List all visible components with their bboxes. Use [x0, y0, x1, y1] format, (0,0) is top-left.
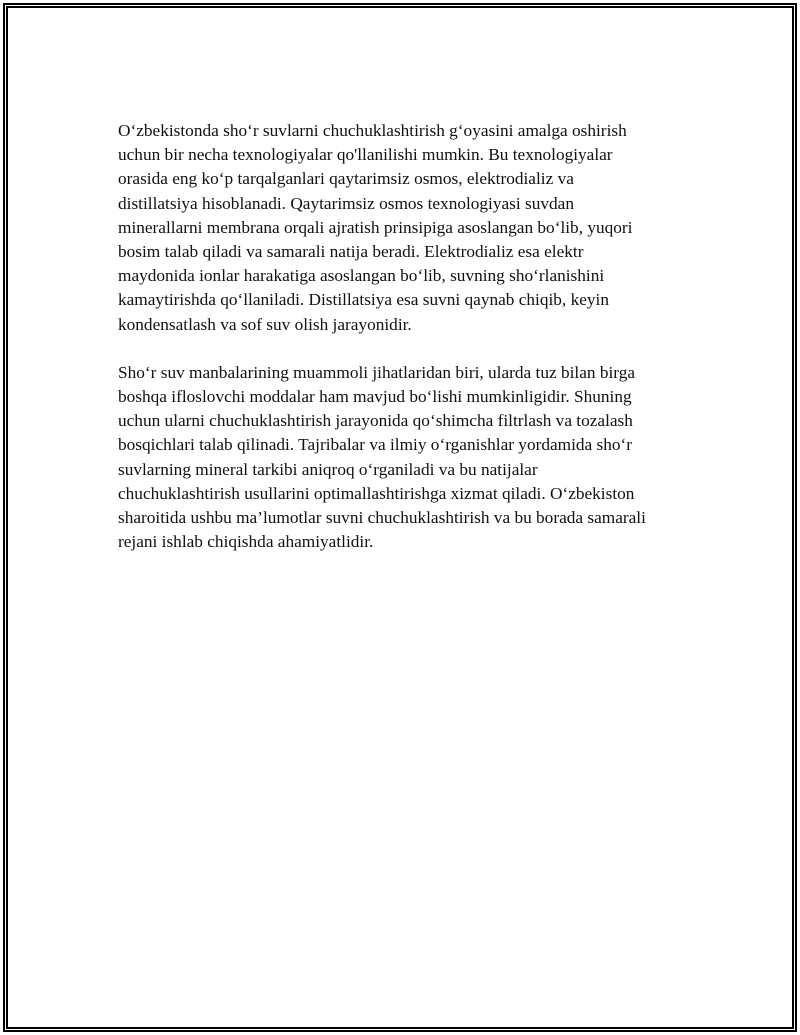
- text-line: bosim talab qiladi va samarali natija beradi. Elektrodializ esa elektr: [118, 242, 584, 262]
- text-line: distillatsiya hisoblanadi. Qaytarimsiz osmos texnologiyasi suvdan: [118, 193, 574, 213]
- text-line: boshqa ifloslovchi moddalar ham mavjud bo‘lishi mumkinligidir. Shuning: [118, 387, 632, 407]
- text-line: O‘zbekistonda sho‘r suvlarni chuchuklashtirish g‘oyasini amalga oshirish: [118, 121, 627, 140]
- text-line: maydonida ionlar harakatiga asoslangan bo‘lib, suvning sho‘rlanishini: [118, 266, 605, 286]
- text-line: Sho‘r suv manbalarining muammoli jihatlaridan biri, ularda tuz bilan birga: [118, 362, 636, 382]
- text-line: suvlarning mineral tarkibi aniqroq o‘rganiladi va bu natijalar: [118, 459, 538, 479]
- text-line: bosqichlari talab qilinadi. Tajribalar va ilmiy o‘rganishlar yordamida sho‘r: [118, 435, 633, 455]
- text-line: kondensatlash va sof suv olish jarayonidir.: [118, 314, 412, 334]
- text-line: sharoitida ushbu ma’lumotlar suvni chuchuklashtirish va bu borada samarali: [118, 508, 646, 528]
- text-line: orasida eng ko‘p tarqalganlari qaytarimsiz osmos, elektrodializ va: [118, 169, 574, 189]
- paragraph-2: [118, 361, 698, 555]
- text-line: rejani ishlab chiqishda ahamiyatlidir.: [118, 532, 374, 552]
- document-body: [118, 119, 698, 578]
- text-line: uchun ularni chuchuklashtirish jarayonida qo‘shimcha filtrlash va tozalash: [118, 411, 633, 431]
- text-line: chuchuklashtirish usullarini optimallashtirishga xizmat qiladi. O‘zbekiston: [118, 483, 635, 503]
- paragraph-1: [118, 119, 698, 337]
- text-line: uchun bir necha texnologiyalar qo'llanilishi mumkin. Bu texnologiyalar: [118, 145, 613, 165]
- text-line: kamaytirishda qo‘llaniladi. Distillatsiya esa suvni qaynab chiqib, keyin: [118, 290, 609, 310]
- text-line: minerallarni membrana orqali ajratish prinsipiga asoslangan bo‘lib, yuqori: [118, 217, 633, 237]
